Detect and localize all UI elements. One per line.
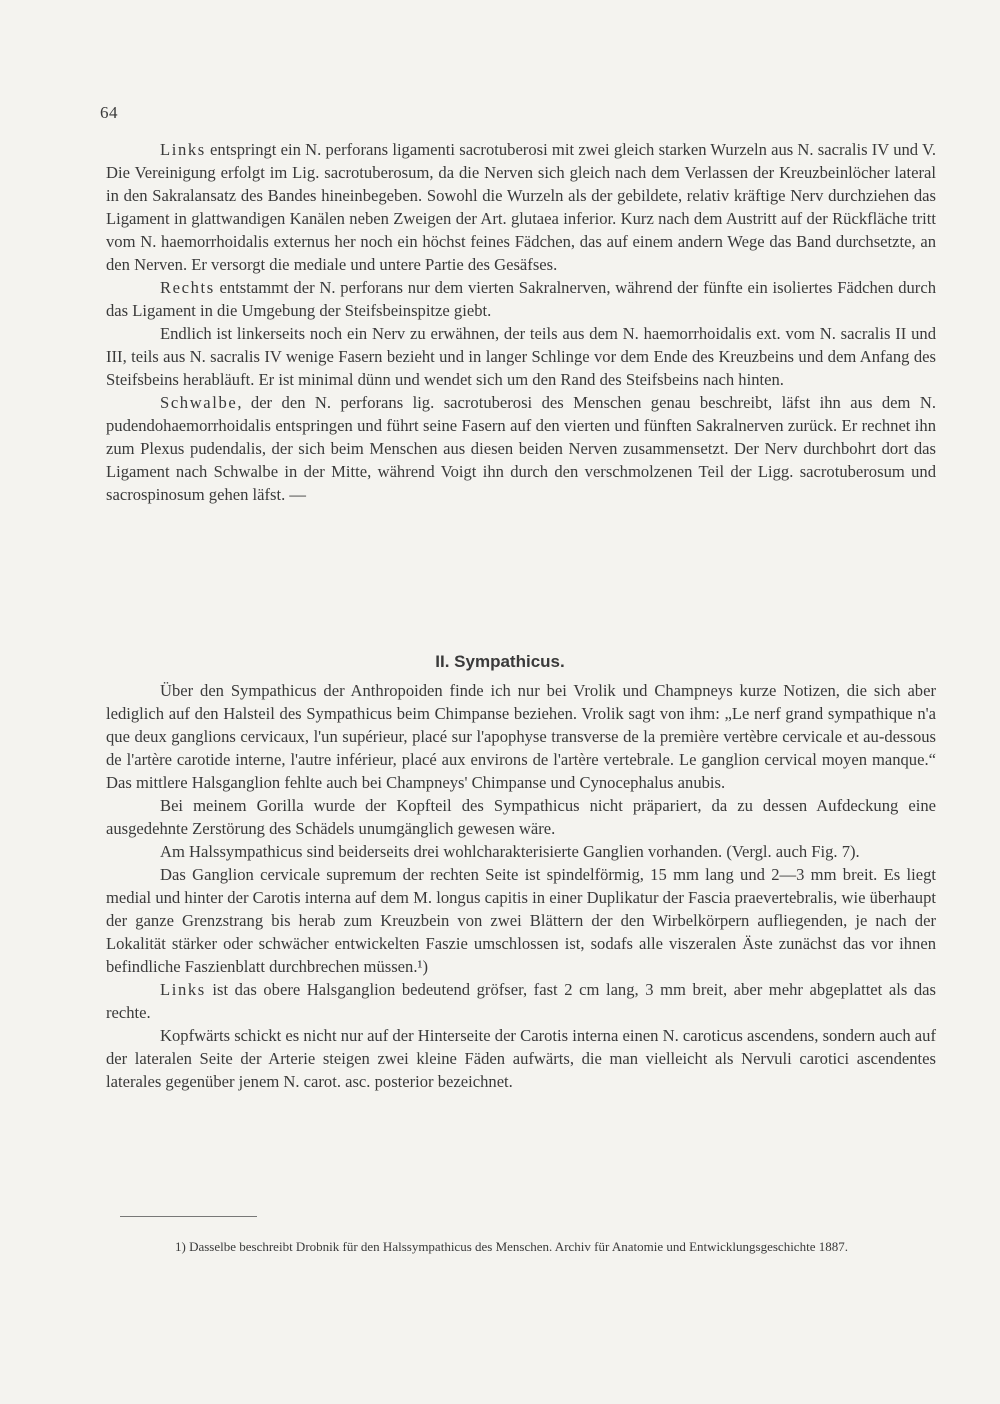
paragraph-text: , der den N. perforans lig. sacrotuberosi des Menschen genau beschreibt, läfst ihn aus dem N. pudendohaemorrhoidalis entspringen und führt seine Fasern auf den vierten und fünften Sakralnerven zurück. Er rechnet ihn zum Plexus pudendalis, der sich beim Menschen aus diesen beiden Nerven zusammensetzt. Der Nerv durchbohrt dort das Ligament nach Schwalbe in der Mitte, während Voigt ihn durch den verschmolzenen Teil der Ligg. sacrotuberosum und sacrospinosum gehen läfst. —	[106, 393, 936, 504]
paragraph-lead: Rechts	[160, 278, 215, 297]
footnote	[120, 1238, 946, 1255]
section-1-body	[106, 138, 936, 506]
paragraph	[106, 863, 936, 978]
paragraph	[106, 276, 936, 322]
paragraph-text: Am Halssympathicus sind beiderseits drei wohlcharakterisierte Ganglien vorhanden. (Vergl. auch Fig. 7).	[160, 842, 860, 861]
paragraph-lead: Links	[160, 980, 206, 999]
paragraph	[106, 794, 936, 840]
page-number: 64	[100, 103, 118, 122]
paragraph-text: Über den Sympathicus der Anthropoiden finde ich nur bei Vrolik und Champneys kurze Notizen, die sich aber lediglich auf den Halsteil des Sympathicus beim Chimpanse beziehen. Vrolik sagt von ihm: „Le nerf grand sympathique n'a que deux ganglions cervicaux, l'un supérieur, placé sur l'apophyse transverse de la première vertèbre cervicale et au-dessous de l'artère carotide interne, l'autre inférieur, placé aux environs de l'artère vertebrale. Le ganglion cervical moyen manque.“ Das mittlere Halsganglion fehlte auch bei Champneys' Chimpanse und Cynocephalus anubis.	[106, 681, 936, 792]
paragraph-text: Das Ganglion cervicale supremum der rechten Seite ist spindelförmig, 15 mm lang und 2—3 mm breit. Es liegt medial und hinter der Carotis interna auf dem M. longus capitis in einer Duplikatur der Fascia praevertebralis, wie überhaupt der ganze Grenzstrang bis herab zum Kreuzbein von zwei Blättern der den Wirbelkörpern aufliegenden, je nach der Lokalität stärker oder schwächer entwickelten Faszie umschlossen ist, sodafs alle viszeralen Äste zunächst das vor ihnen befindliche Faszienblatt durchbrechen müssen.¹)	[106, 865, 936, 976]
paragraph-text: ist das obere Halsganglion bedeutend gröfser, fast 2 cm lang, 3 mm breit, aber mehr abgeplattet als das rechte.	[106, 980, 936, 1022]
paragraph	[106, 1024, 936, 1093]
paragraph-text: Endlich ist linkerseits noch ein Nerv zu erwähnen, der teils aus dem N. haemorrhoidalis ext. vom N. sacralis II und III, teils aus N. sacralis IV wenige Fasern bezieht und in langer Schlinge vor dem Ende des Kreuzbeins und dem Anfang des Steifsbeins herabläuft. Er ist minimal dünn und wendet sich um den Rand des Steifsbeins nach hinten.	[106, 324, 936, 389]
footnote-divider	[120, 1216, 257, 1217]
paragraph-text: entstammt der N. perforans nur dem vierten Sakralnerven, während der fünfte ein isoliertes Fädchen durch das Ligament in die Umgebung der Steifsbeinspitze giebt.	[106, 278, 936, 320]
paragraph-lead: Links	[160, 140, 206, 159]
paragraph	[106, 840, 936, 863]
section-heading: II. Sympathicus.	[435, 652, 565, 671]
footnote-text: 1) Dasselbe beschreibt Drobnik für den Halssympathicus des Menschen. Archiv für Anatomie und Entwicklungsgeschichte 1887.	[175, 1239, 848, 1254]
paragraph	[106, 322, 936, 391]
paragraph-text: Bei meinem Gorilla wurde der Kopfteil des Sympathicus nicht präpariert, da zu dessen Aufdeckung eine ausgedehnte Zerstörung des Schädels unumgänglich gewesen wäre.	[106, 796, 936, 838]
paragraph-text: Kopfwärts schickt es nicht nur auf der Hinterseite der Carotis interna einen N. caroticus ascendens, sondern auch auf der lateralen Seite der Arterie steigen zwei kleine Fäden aufwärts, die man vielleicht als Nervuli carotici ascendentes laterales gegenüber jenem N. carot. asc. posterior bezeichnet.	[106, 1026, 936, 1091]
paragraph	[106, 391, 936, 506]
paragraph	[106, 679, 936, 794]
paragraph-lead: Schwalbe	[160, 393, 238, 412]
section-2-body	[106, 679, 936, 1093]
paragraph	[106, 978, 936, 1024]
paragraph-text: entspringt ein N. perforans ligamenti sacrotuberosi mit zwei gleich starken Wurzeln aus N. sacralis IV und V. Die Vereinigung erfolgt im Lig. sacrotuberosum, da die Nerven sich gleich nach dem Verlassen der Kreuzbeinlöcher lateral in den Sakralansatz des Bandes hineinbegeben. Sowohl die Wurzeln als der gebildete, relativ kräftige Nerv durchziehen das Ligament in glattwandigen Kanälen neben Zweigen der Art. glutaea inferior. Kurz nach dem Austritt auf der Rückfläche tritt vom N. haemorrhoidalis externus her noch ein höchst feines Fädchen, das auf einem andern Wege das Band durchsetzte, an den Nerven. Er versorgt die mediale und untere Partie des Gesäfses.	[106, 140, 936, 274]
paragraph	[106, 138, 936, 276]
